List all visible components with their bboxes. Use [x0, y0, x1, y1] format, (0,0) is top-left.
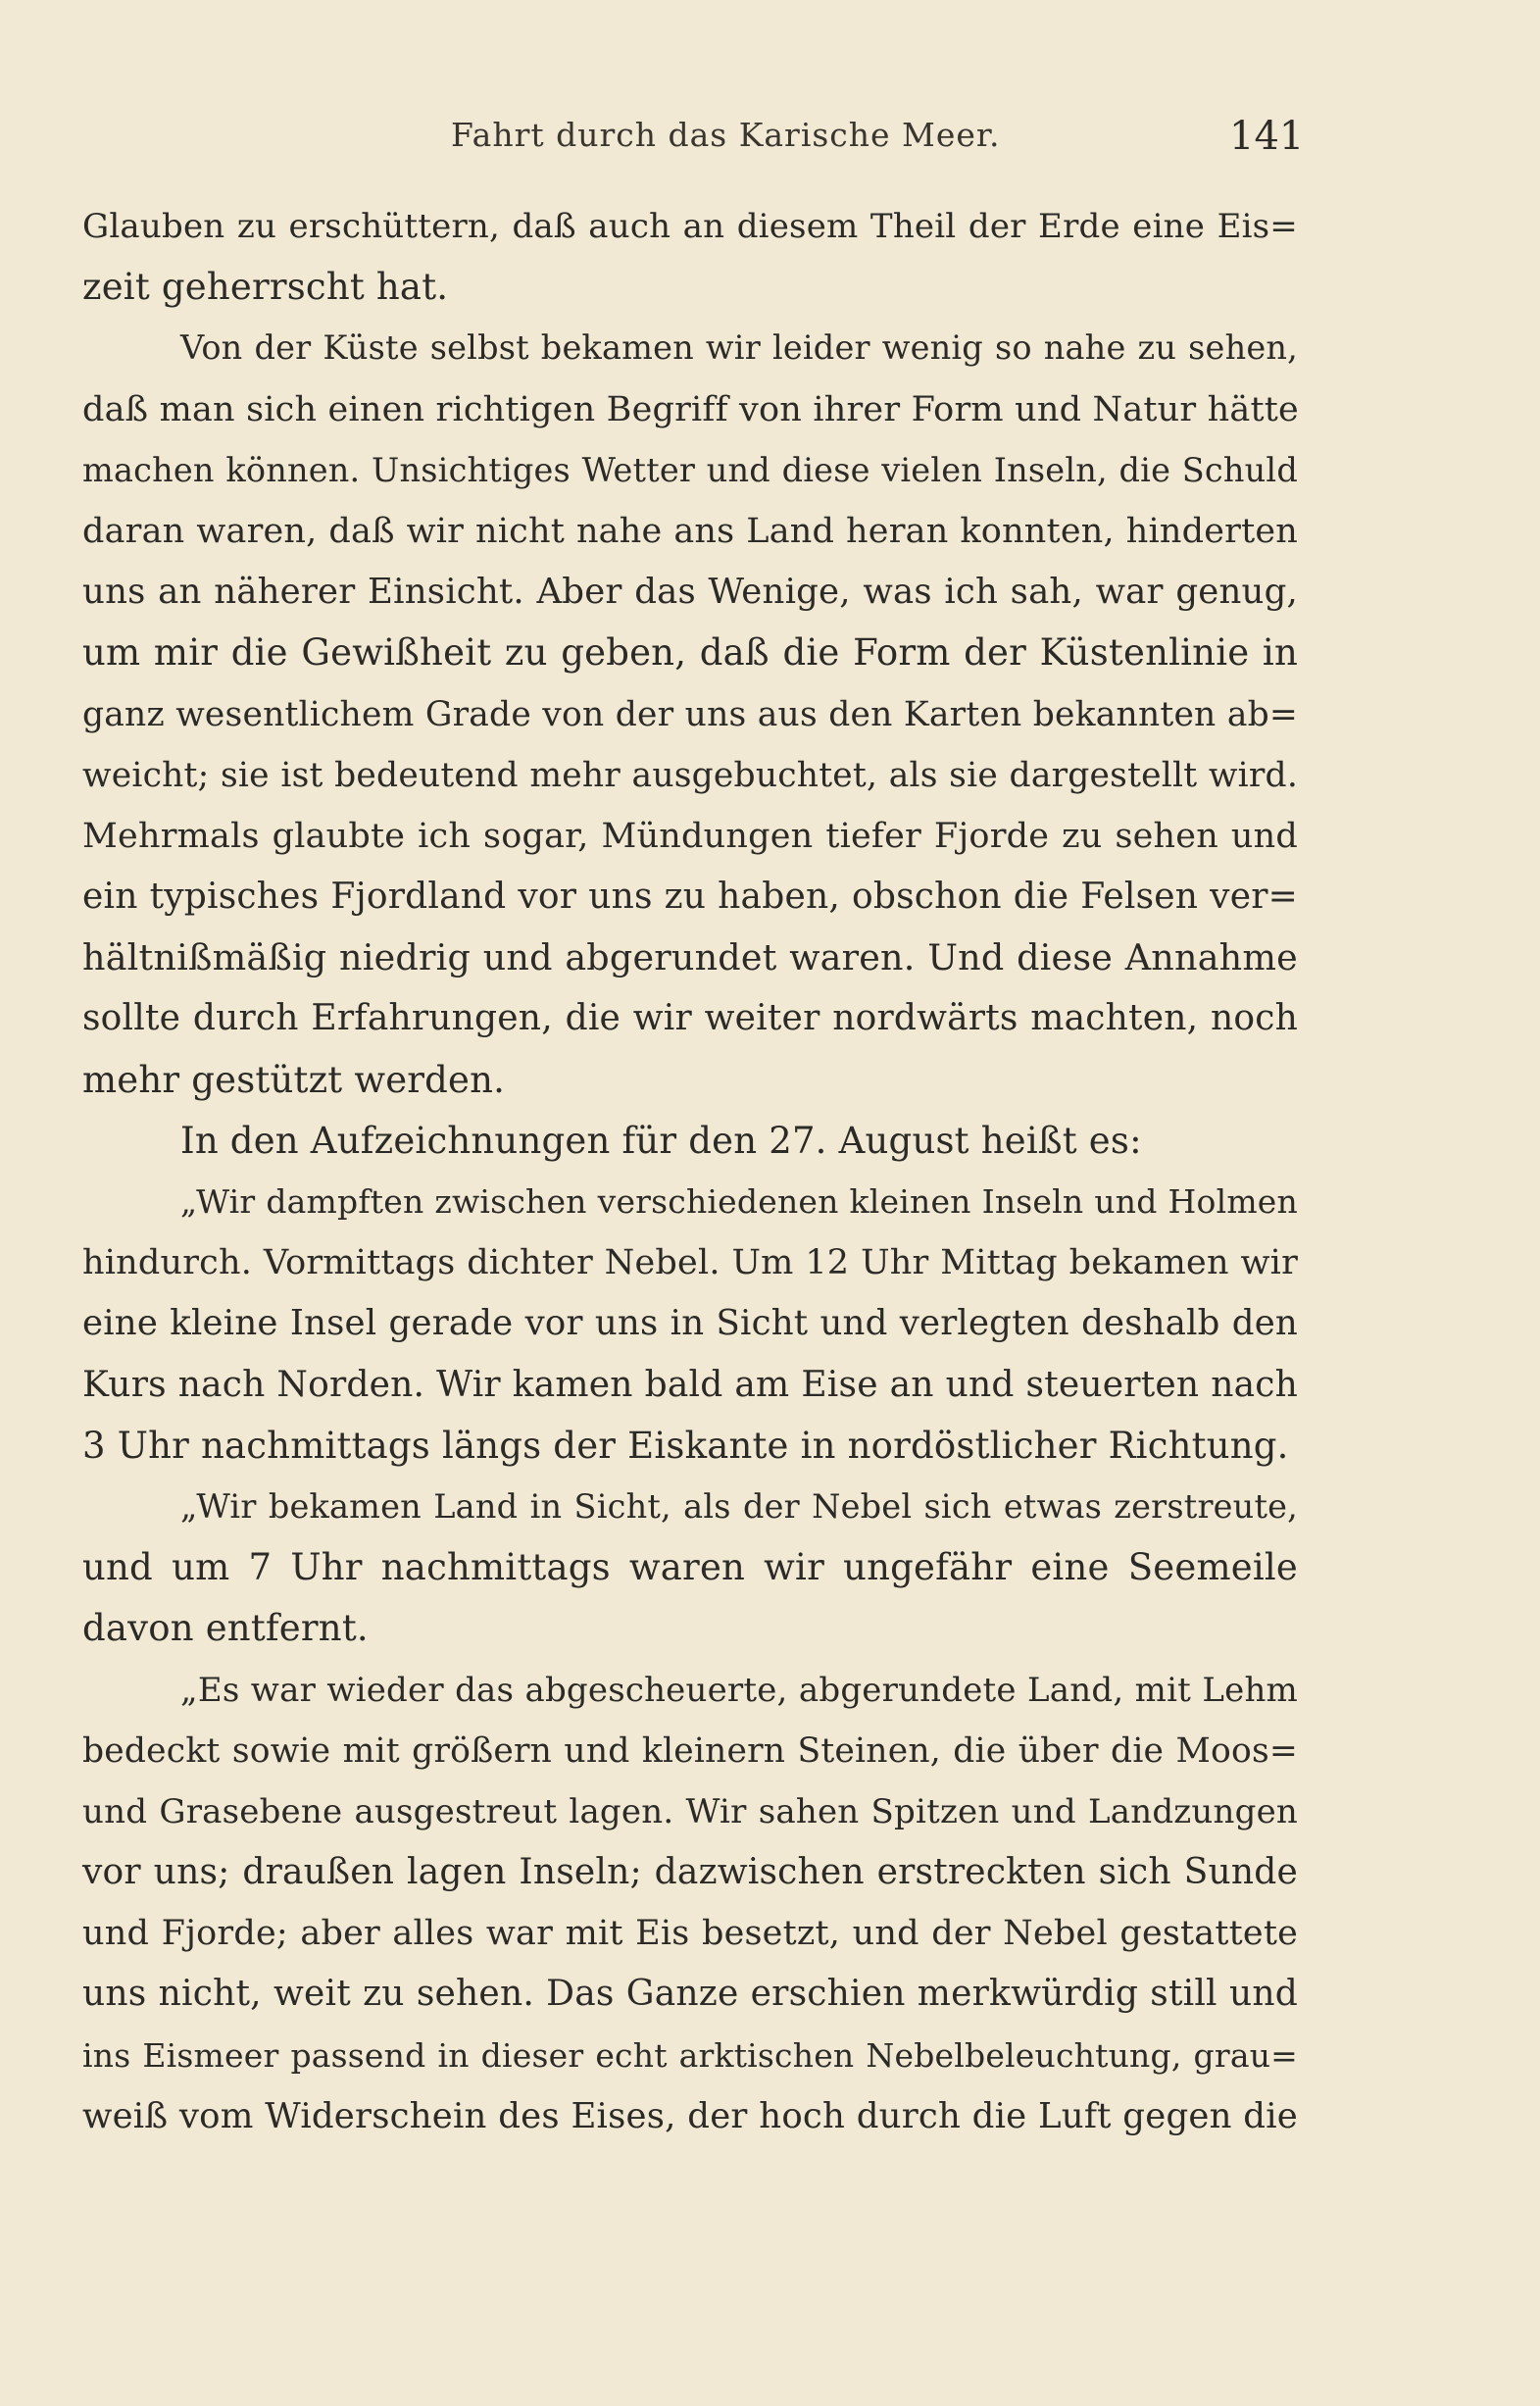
text-line: Kurs nach Norden. Wir kamen bald am Eise an und steuerten nach	[82, 1364, 1298, 1405]
text-line: mehr gestützt werden.	[82, 1058, 506, 1101]
running-head: Fahrt durch das Karische Meer.	[451, 116, 1001, 154]
text-line: und Fjorde; aber alles war mit Eis besetzt, und der Nebel gestattete	[82, 1914, 1298, 1954]
text-line: Glauben zu erschüttern, daß auch an diesem Theil der Erde eine Eis=	[82, 207, 1298, 246]
text-line: vor uns; draußen lagen Inseln; dazwischen erstreckten sich Sunde	[82, 1852, 1298, 1893]
text-line: uns an näherer Einsicht. Aber das Wenige, was ich sah, war genug,	[82, 572, 1298, 613]
text-line: weiß vom Widerschein des Eises, der hoch durch die Luft gegen die	[82, 2095, 1298, 2136]
text-line: Mehrmals glaubte ich sogar, Mündungen tiefer Fjorde zu sehen und	[82, 816, 1298, 856]
text-line: „Es war wieder das abgescheuerte, abgerundete Land, mit Lehm	[180, 1670, 1298, 1710]
text-line: um mir die Gewißheit zu geben, daß die Form der Küstenlinie in	[82, 631, 1298, 675]
text-line: davon entfernt.	[82, 1607, 369, 1650]
text-line: ganz wesentlichem Grade von der uns aus den Karten bekannten ab=	[82, 694, 1298, 734]
text-line: „Wir bekamen Land in Sicht, als der Nebel sich etwas zerstreute,	[180, 1486, 1298, 1526]
text-line: machen können. Unsichtiges Wetter und diese vielen Inseln, die Schuld	[82, 450, 1298, 489]
text-line: ein typisches Fjordland vor uns zu haben, obschon die Felsen ver=	[82, 877, 1298, 918]
text-line: zeit geherrscht hat.	[82, 266, 449, 309]
text-line: ins Eismeer passend in dieser echt arktischen Nebelbeleuchtung, grau=	[82, 2035, 1298, 2075]
page-number: 141	[1229, 114, 1305, 159]
text-line: und Grasebene ausgestreut lagen. Wir sahen Spitzen und Landzungen	[82, 1791, 1298, 1831]
text-line: und um 7 Uhr nachmittags waren wir ungefähr eine Seemeile	[82, 1546, 1298, 1589]
text-line: daß man sich einen richtigen Begriff von ihrer Form und Natur hätte	[82, 389, 1299, 429]
body-text	[82, 196, 1298, 2147]
text-line: sollte durch Erfahrungen, die wir weiter nordwärts machten, noch	[82, 998, 1298, 1039]
text-line: hindurch. Vormittags dichter Nebel. Um 12 Uhr Mittag bekamen wir	[82, 1243, 1298, 1283]
text-line: eine kleine Insel gerade vor uns in Sicht und verlegten deshalb den	[82, 1303, 1298, 1344]
text-line: Von der Küste selbst bekamen wir leider wenig so nahe zu sehen,	[180, 328, 1298, 368]
text-line: hältnißmäßig niedrig und abgerundet waren. Und diese Annahme	[82, 936, 1298, 979]
text-line: bedeckt sowie mit größern und kleinern Steinen, die über die Moos=	[82, 1730, 1298, 1771]
text-line: In den Aufzeichnungen für den 27. August heißt es:	[180, 1119, 1142, 1162]
text-line: uns nicht, weit zu sehen. Das Ganze erschien merkwürdig still und	[82, 1974, 1298, 2015]
text-line: daran waren, daß wir nicht nahe ans Land heran konnten, hinderten	[82, 511, 1298, 551]
text-line: „Wir dampften zwischen verschiedenen kleinen Inseln und Holmen	[180, 1182, 1298, 1221]
text-line: 3 Uhr nachmittags längs der Eiskante in nordöstlicher Richtung.	[82, 1424, 1289, 1467]
text-line: weicht; sie ist bedeutend mehr ausgebuchtet, als sie dargestellt wird.	[82, 755, 1298, 795]
